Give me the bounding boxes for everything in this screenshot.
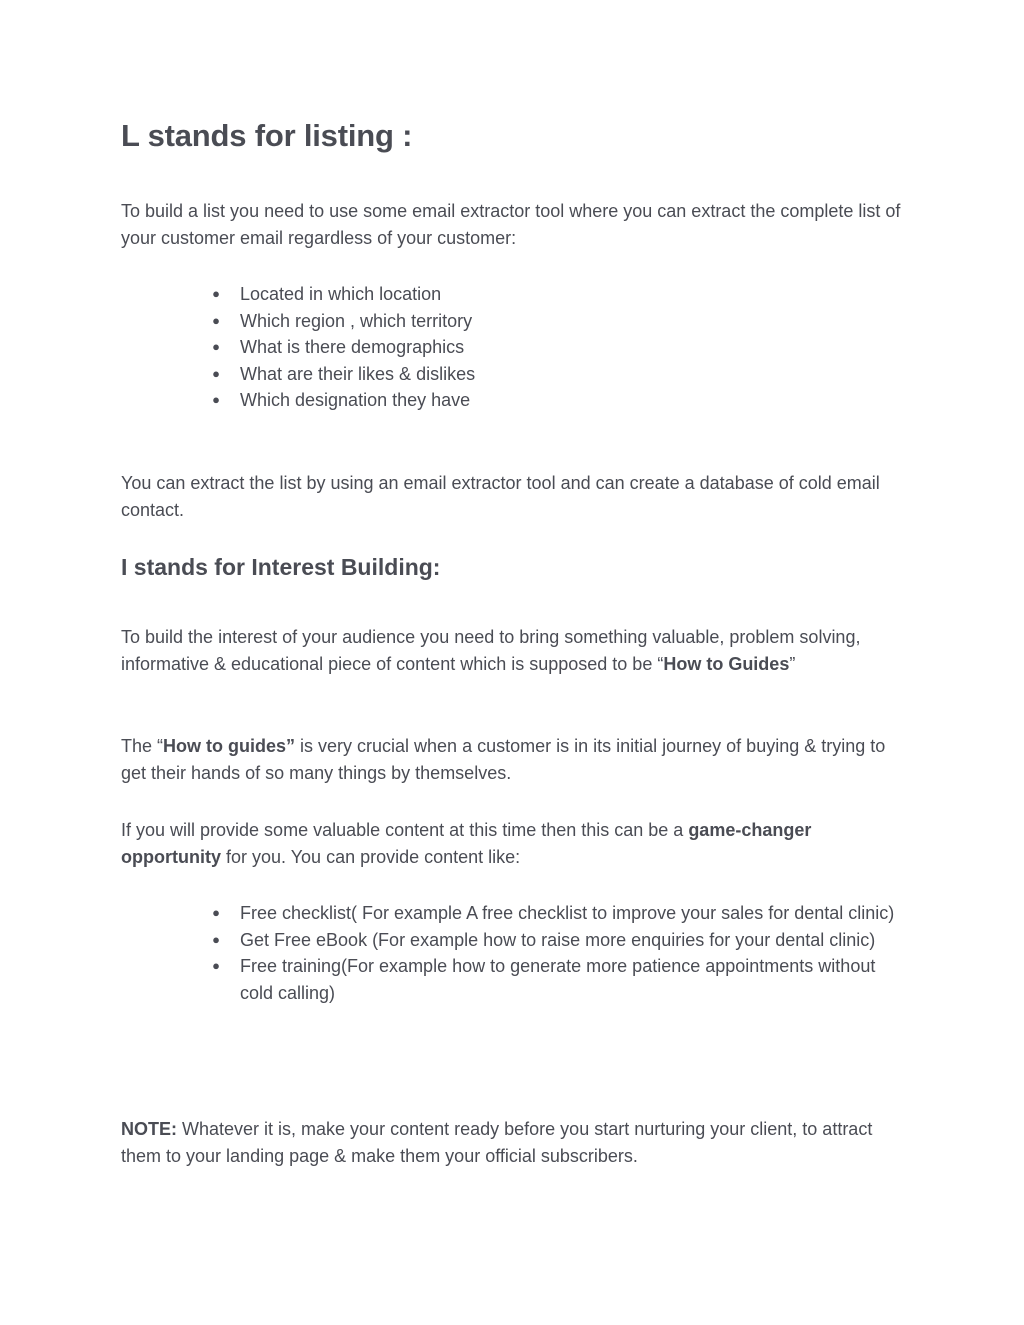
list-item: ● Located in which location <box>209 281 899 308</box>
list-item: ● What are their likes & dislikes <box>209 361 899 388</box>
list-item: ● What is there demographics <box>209 334 899 361</box>
listing-outro-paragraph: You can extract the list by using an email extractor tool and can create a database of cold email contact. <box>121 473 880 520</box>
bullet-icon: ● <box>212 392 220 408</box>
section-heading-listing: L stands for listing : <box>121 118 413 153</box>
bullet-icon: ● <box>212 286 220 301</box>
bullet-icon: ● <box>212 905 220 920</box>
bullet-icon: ● <box>212 958 220 974</box>
interest-paragraph-3: If you will provide some valuable content at this time then this can be a game-changer opportunity for you. You can provide content like: <box>121 820 812 867</box>
note-label: NOTE: <box>121 1119 177 1139</box>
interest-paragraph-1: To build the interest of your audience you need to bring something valuable, problem solving, informative & educational piece of content which is supposed to be “How to Guides” <box>121 627 861 674</box>
list-item: ● Get Free eBook (For example how to raise more enquiries for your dental clinic) <box>209 927 899 954</box>
listing-criteria-list <box>209 281 899 414</box>
interest-paragraph-2: The “How to guides” is very crucial when a customer is in its initial journey of buying & trying to get their hands of so many things by themselves. <box>121 736 886 783</box>
bullet-icon: ● <box>212 312 220 328</box>
list-item: ● Free training(For example how to generate more patience appointments without cold calling) <box>209 953 899 1006</box>
listing-intro-paragraph: To build a list you need to use some email extractor tool where you can extract the complete list of your customer email regardless of your customer: <box>121 201 901 248</box>
bullet-icon: ● <box>212 931 220 947</box>
bullet-icon: ● <box>212 339 220 355</box>
note-paragraph: NOTE: Whatever it is, make your content ready before you start nurturing your client, to attract them to your landing page & make them your official subscribers. <box>121 1119 873 1166</box>
list-item: ● Which designation they have <box>209 387 899 414</box>
content-ideas-list <box>209 900 899 1006</box>
bullet-icon: ● <box>212 365 220 381</box>
list-item: ● Free checklist( For example A free checklist to improve your sales for dental clinic) <box>209 900 899 927</box>
list-item: ● Which region , which territory <box>209 308 899 335</box>
section-heading-interest-building: I stands for Interest Building: <box>121 554 441 580</box>
